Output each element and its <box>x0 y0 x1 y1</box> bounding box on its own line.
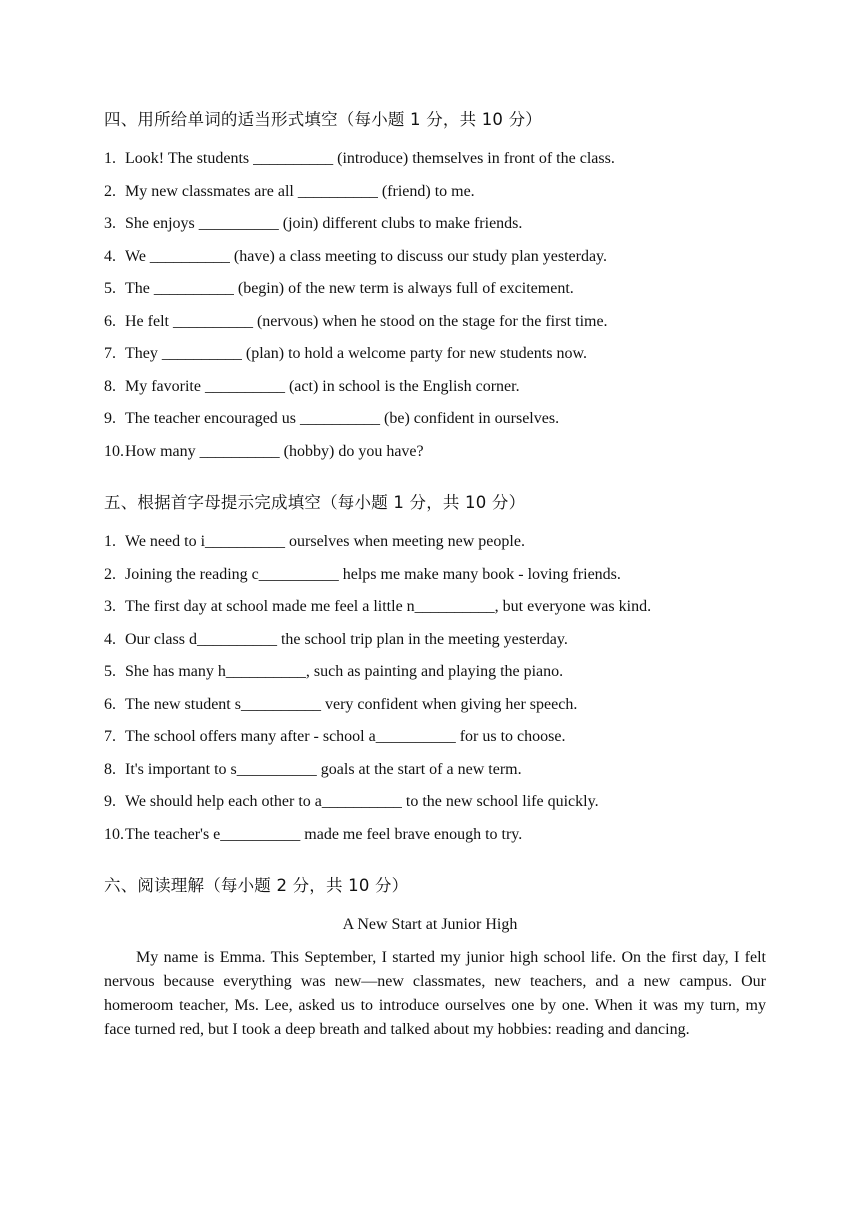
section-4-item-9: 9. The teacher encouraged us __________ (be) confident in ourselves. <box>104 410 560 427</box>
section-5-item-2: 2. Joining the reading c__________ helps me make many book - loving friends. <box>104 566 621 583</box>
section-5-item-9: 9. We should help each other to a__________ to the new school life quickly. <box>104 793 599 810</box>
section-4-item-10: 10.How many __________ (hobby) do you have? <box>104 443 424 460</box>
section-5-item-6: 6. The new student s__________ very confident when giving her speech. <box>104 696 578 713</box>
section-5-item-8: 8. It's important to s__________ goals at the start of a new term. <box>104 761 522 778</box>
section-6-title: 六、阅读理解（每小题 2 分，共 10 分） <box>104 876 409 895</box>
section-5-item-10: 10.The teacher's e__________ made me feel brave enough to try. <box>104 826 523 843</box>
section-5-item-5: 5. She has many h__________, such as painting and playing the piano. <box>104 663 564 680</box>
section-4-item-2: 2. My new classmates are all __________ (friend) to me. <box>104 183 475 200</box>
section-4-item-6: 6. He felt __________ (nervous) when he stood on the stage for the first time. <box>104 313 608 330</box>
section-4-item-5: 5. The __________ (begin) of the new term is always full of excitement. <box>104 280 574 297</box>
section-4-item-7: 7. They __________ (plan) to hold a welcome party for new students now. <box>104 345 587 362</box>
section-5-item-3: 3. The first day at school made me feel a little n__________, but everyone was kind. <box>104 598 652 615</box>
section-5-title: 五、根据首字母提示完成填空（每小题 1 分，共 10 分） <box>104 493 526 512</box>
section-5-item-7: 7. The school offers many after - school a__________ for us to choose. <box>104 728 566 745</box>
section-4-item-8: 8. My favorite __________ (act) in school is the English corner. <box>104 378 520 395</box>
passage-body: My name is Emma. This September, I started my junior high school life. On the first day, I felt nervous because everything was new—new classmates, new teachers, and a new campus. Our homeroom teacher, Ms. Lee, asked us to introduce ourselves one by one. When it was my turn, my face turned red, but I took a deep breath and talked about my hobbies: reading and dancing. <box>104 949 766 1038</box>
section-4-item-4: 4. We __________ (have) a class meeting to discuss our study plan yesterday. <box>104 248 608 265</box>
section-5-item-1: 1. We need to i__________ ourselves when meeting new people. <box>104 533 525 550</box>
section-4-item-1: 1. Look! The students __________ (introduce) themselves in front of the class. <box>104 150 615 167</box>
section-5-item-4: 4. Our class d__________ the school trip plan in the meeting yesterday. <box>104 631 568 648</box>
passage-title: A New Start at Junior High <box>342 916 518 933</box>
section-4-title: 四、用所给单词的适当形式填空（每小题 1 分，共 10 分） <box>104 110 542 129</box>
section-4-item-3: 3. She enjoys __________ (join) different clubs to make friends. <box>104 215 523 232</box>
